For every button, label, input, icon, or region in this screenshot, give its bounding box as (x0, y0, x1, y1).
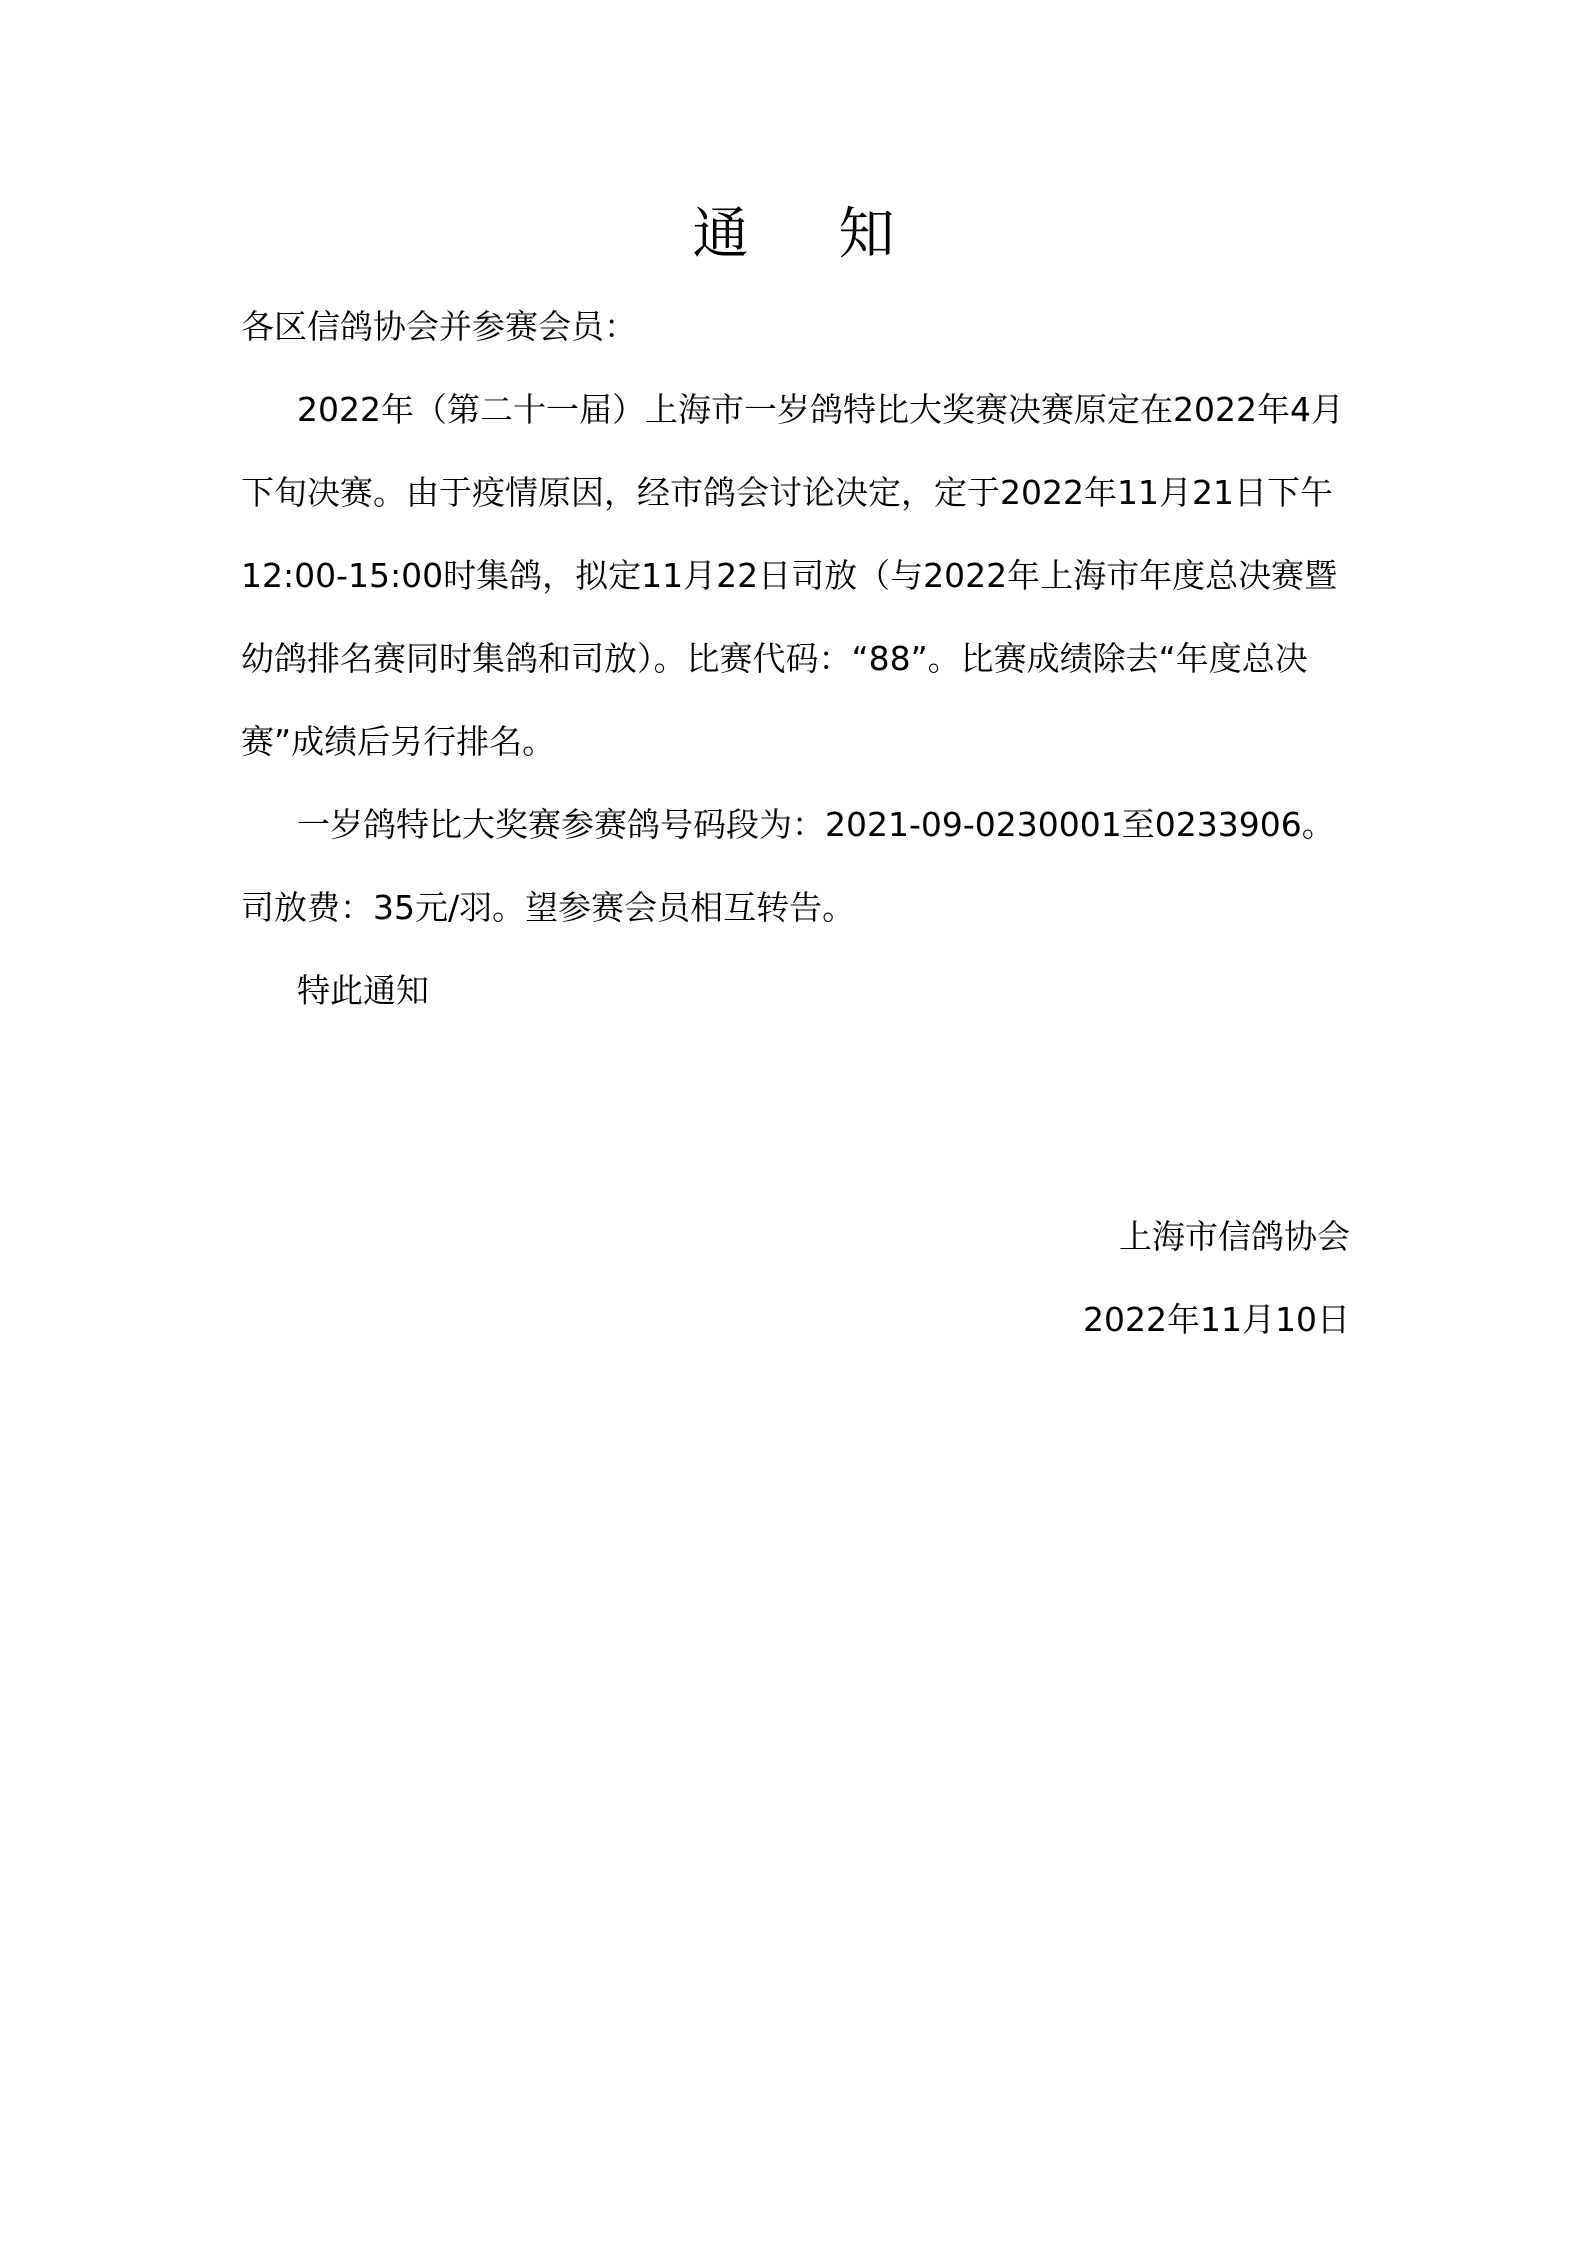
paragraph-ring-range-fee: 一岁鸽特比大奖赛参赛鸽号码段为：2021-09-0230001至0233906。司放费：35元/羽。望参赛会员相互转告。 (241, 805, 1335, 927)
salutation: 各区信鸽协会并参赛会员： (241, 307, 637, 346)
signature-date: 2022年11月10日 (1083, 1300, 1350, 1339)
signature-block (1083, 1195, 1350, 1361)
document-body (241, 285, 1361, 1032)
document-title: 通知 (692, 202, 985, 267)
paragraph-race-schedule: 2022年（第二十一届）上海市一岁鸽特比大奖赛决赛原定在2022年4月下旬决赛。由于疫情原因，经市鸽会讨论决定，定于2022年11月21日下午12:00-15:00时集鸽，拟定11月22日司放（与2022年上海市年度总决赛暨幼鸽排名赛同时集鸽和司放）。比赛代码：“88”。比赛成绩除去“年度总决赛”成绩后另行排名。 (241, 390, 1344, 761)
signature-organization: 上海市信鸽协会 (1119, 1217, 1350, 1256)
paragraph-closing: 特此通知 (297, 971, 429, 1010)
